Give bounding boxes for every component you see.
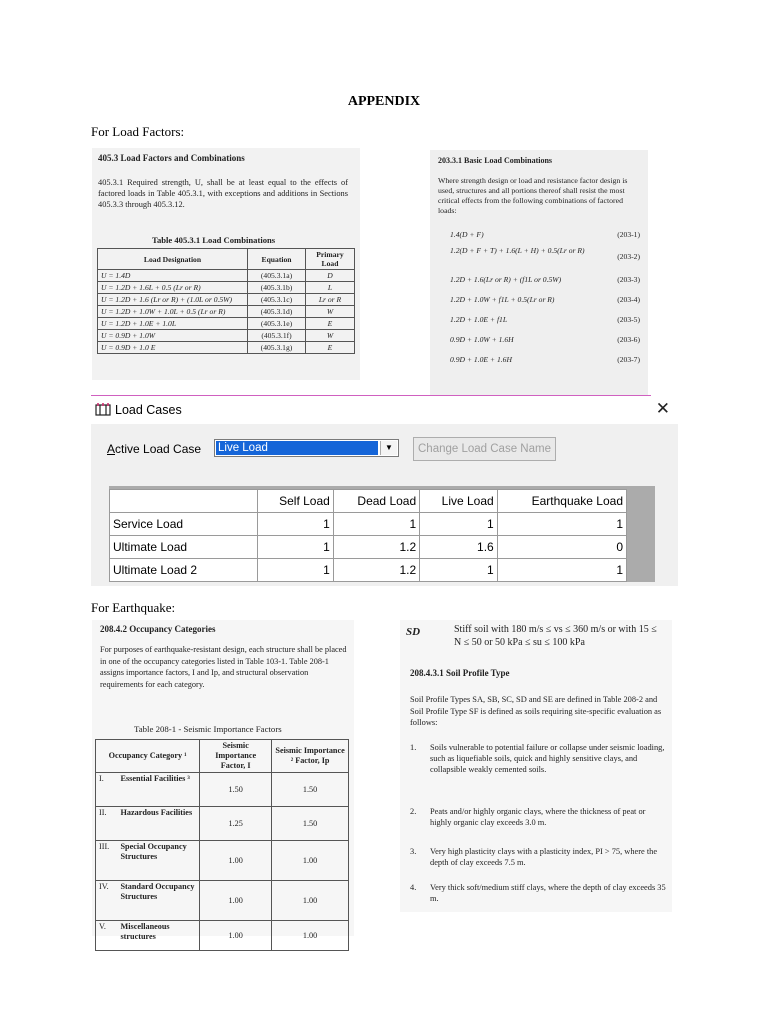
table-row (98, 342, 355, 354)
table-cell: (405.3.1d) (248, 306, 306, 318)
equation-number: (203-6) (617, 335, 640, 344)
table-cell: Lr or R (306, 294, 355, 306)
table-cell: U = 0.9D + 1.0 E (98, 342, 248, 354)
load-cases-grid[interactable] (109, 489, 627, 582)
table-cell: (405.3.1e) (248, 318, 306, 330)
load-combination (450, 315, 640, 324)
section-paragraph: Where strength design or load and resistance factor design is used, structures and all portions thereof shall resist the most critical effects from the following combinations of factored loads: (438, 176, 628, 215)
table-row (96, 773, 349, 807)
table-cell: IV. (96, 881, 118, 921)
change-load-case-name-button[interactable]: Change Load Case Name (413, 437, 556, 461)
row-header[interactable]: Ultimate Load 2 (110, 559, 258, 582)
table-cell: 1.00 (272, 841, 349, 881)
table-row (96, 841, 349, 881)
table-row (98, 306, 355, 318)
table-cell: III. (96, 841, 118, 881)
table-caption: Table 208-1 - Seismic Importance Factors (134, 724, 282, 734)
table-cell: 1.00 (272, 881, 349, 921)
selected-value: Live Load (216, 441, 378, 455)
table-cell: (405.3.1c) (248, 294, 306, 306)
section-paragraph: Soil Profile Types SA, SB, SC, SD and SE are defined in Table 208-2 and Soil Profile Type SF is defined as soils requiring site-specific evaluation as follows: (410, 695, 662, 727)
table-row (98, 294, 355, 306)
load-combination (450, 295, 640, 304)
table-cell: W (306, 306, 355, 318)
column-header: Primary Load (306, 249, 355, 270)
table-cell: Hazardous Facilities (118, 807, 200, 841)
table-row[interactable] (110, 559, 627, 582)
list-item (410, 882, 666, 904)
mnemonic-letter: A (107, 442, 116, 456)
page-title: APPENDIX (347, 94, 421, 109)
nscp-208-excerpt (92, 620, 354, 941)
table-cell: 1.50 (272, 773, 349, 807)
combination-equation: 1.2(D + F + T) + 1.6(L + H) + 0.5(Lr or R) (450, 246, 585, 255)
list-item (410, 806, 666, 828)
section-heading: 405.3 Load Factors and Combinations (98, 153, 245, 163)
table-row (96, 881, 349, 921)
table-caption: Table 405.3.1 Load Combinations (152, 235, 276, 245)
column-header[interactable]: Self Load (258, 490, 334, 513)
column-header: Equation (248, 249, 306, 270)
grid-cell[interactable]: 1 (333, 513, 419, 536)
table-cell: Essential Facilities ³ (118, 773, 200, 807)
load-combination (450, 355, 640, 364)
section-heading: 203.3.1 Basic Load Combinations (438, 156, 553, 165)
column-header: Occupancy Category ¹ (96, 740, 200, 773)
load-cases-dialog (91, 396, 678, 586)
grid-cell[interactable]: 0 (497, 536, 626, 559)
table-cell: V. (96, 921, 118, 951)
table-row (98, 270, 355, 282)
table-cell: 1.00 (200, 881, 272, 921)
table-cell: Miscellaneous structures (118, 921, 200, 951)
section-paragraph: For purposes of earthquake-resistant design, each structure shall be placed in one of the occupancy categories listed in Table 103-1. Table 208-1 assigns importance factors, I and Ip, and structural observation requirements for each category. (100, 645, 347, 689)
nscp-405-excerpt (92, 148, 360, 380)
table-cell: I. (96, 773, 118, 807)
column-header: Seismic Importance Factor, I (200, 740, 272, 773)
dialog-title: Load Cases (115, 403, 182, 417)
item-text: Very high plasticity clays with a plasticity index, PI > 75, where the depth of clay exceeds 7.5 m. (430, 847, 658, 868)
grid-cell[interactable]: 1.2 (333, 536, 419, 559)
grid-cell[interactable]: 1 (258, 536, 334, 559)
column-header[interactable]: Live Load (420, 490, 498, 513)
load-factors-label: For Load Factors: (91, 124, 185, 139)
table-cell: 1.50 (272, 807, 349, 841)
list-item (410, 846, 666, 868)
combination-equation: 1.2D + 1.6(Lr or R) + (f1L or 0.5W) (450, 275, 562, 284)
equation-number: (203-7) (617, 355, 640, 364)
table-row (98, 330, 355, 342)
table-cell: D (306, 270, 355, 282)
label-text: ctive Load Case (115, 442, 202, 456)
equation-number: (203-4) (617, 295, 640, 304)
table-row[interactable] (110, 513, 627, 536)
combination-equation: 0.9D + 1.0E + 1.6H (450, 355, 512, 364)
grid-cell[interactable]: 1 (420, 513, 498, 536)
grid-cell[interactable]: 1 (258, 559, 334, 582)
table-cell: (405.3.1b) (248, 282, 306, 294)
grid-cell[interactable]: 1.6 (420, 536, 498, 559)
dialog-body (91, 424, 678, 586)
item-text: Very thick soft/medium stiff clays, where the depth of clay exceeds 35 m. (430, 883, 666, 904)
load-cases-grid-container (109, 486, 655, 582)
table-cell: E (306, 318, 355, 330)
grid-cell[interactable]: 1 (497, 513, 626, 536)
dialog-titlebar[interactable] (91, 396, 678, 424)
grid-cell[interactable]: 1 (420, 559, 498, 582)
item-number: 2. (410, 807, 417, 816)
table-row (98, 318, 355, 330)
load-combination (450, 230, 640, 239)
load-combination (450, 275, 640, 284)
earthquake-label: For Earthquake: (91, 600, 176, 615)
load-combination (450, 246, 640, 261)
active-load-case-select[interactable] (214, 439, 399, 457)
section-heading: 208.4.3.1 Soil Profile Type (410, 668, 510, 678)
combination-equation: 1.2D + 1.0W + f1L + 0.5(Lr or R) (450, 295, 555, 304)
item-number: 4. (410, 883, 417, 892)
section-heading: 208.4.2 Occupancy Categories (100, 624, 216, 634)
combination-equation: 1.4(D + F) (450, 230, 484, 239)
seismic-importance-table (95, 739, 349, 951)
table-row[interactable] (110, 536, 627, 559)
list-item (410, 742, 666, 776)
table-cell: II. (96, 807, 118, 841)
table-row (98, 282, 355, 294)
table-cell: (405.3.1a) (248, 270, 306, 282)
table-row (96, 807, 349, 841)
table-cell: Standard Occupancy Structures (118, 881, 200, 921)
equation-number: (203-3) (617, 275, 640, 284)
table-cell: U = 1.2D + 1.0E + 1.0L (98, 318, 248, 330)
column-header[interactable]: Earthquake Load (497, 490, 626, 513)
combination-equation: 1.2D + 1.0E + f1L (450, 315, 508, 324)
table-cell: 1.00 (200, 921, 272, 951)
row-header[interactable]: Service Load (110, 513, 258, 536)
table-cell: (405.3.1f) (248, 330, 306, 342)
table-cell: U = 1.4D (98, 270, 248, 282)
soil-type-symbol: SD (406, 626, 421, 638)
table-cell: 1.00 (200, 841, 272, 881)
grid-cell[interactable]: 1 (258, 513, 334, 536)
load-combination (450, 335, 640, 344)
equation-number: (203-2) (617, 252, 640, 261)
table-cell: 1.00 (272, 921, 349, 951)
row-header[interactable]: Ultimate Load (110, 536, 258, 559)
table-cell: (405.3.1g) (248, 342, 306, 354)
table-cell: L (306, 282, 355, 294)
grid-cell[interactable]: 1 (497, 559, 626, 582)
grid-corner (110, 490, 258, 513)
chevron-down-icon[interactable]: ▼ (380, 441, 397, 455)
column-header: Load Designation (98, 249, 248, 270)
equation-number: (203-5) (617, 315, 640, 324)
item-text: Peats and/or highly organic clays, where the thickness of peat or highly organic clay exceeds 3.0 m. (430, 807, 646, 828)
item-number: 3. (410, 847, 417, 856)
table-cell: W (306, 330, 355, 342)
close-icon[interactable]: ✕ (655, 399, 670, 418)
combination-equation: 0.9D + 1.0W + 1.6H (450, 335, 514, 344)
active-load-case-label (107, 442, 201, 456)
table-cell: U = 0.9D + 1.0W (98, 330, 248, 342)
table-cell: 1.25 (200, 807, 272, 841)
table-cell: Special Occupancy Structures (118, 841, 200, 881)
table-cell: U = 1.2D + 1.6 (Lr or R) + (1.0L or 0.5W) (98, 294, 248, 306)
soil-type-definition: Stiff soil with 180 m/s ≤ vs ≤ 360 m/s or with 15 ≤ N ≤ 50 or 50 kPa ≤ su ≤ 100 kPa (454, 624, 657, 648)
equation-number: (203-1) (617, 230, 640, 239)
load-combinations-table (97, 248, 355, 354)
table-row (96, 921, 349, 951)
table-cell: U = 1.2D + 1.6L + 0.5 (Lr or R) (98, 282, 248, 294)
nscp-203-excerpt (430, 150, 648, 396)
table-cell: 1.50 (200, 773, 272, 807)
table-cell: E (306, 342, 355, 354)
column-header: Seismic Importance ² Factor, Ip (272, 740, 349, 773)
grid-cell[interactable]: 1.2 (333, 559, 419, 582)
section-paragraph: 405.3.1 Required strength, U, shall be at least equal to the effects of factored loads in Table 405.3.1, with exceptions and additions in Sections 405.3.3 through 405.3.12. (98, 178, 348, 209)
table-cell: U = 1.2D + 1.0W + 1.0L + 0.5 (Lr or R) (98, 306, 248, 318)
load-cases-app-icon (95, 402, 111, 416)
column-header[interactable]: Dead Load (333, 490, 419, 513)
item-text: Soils vulnerable to potential failure or collapse under seismic loading, such as liquefiable soils, quick and highly sensitive clays, and collapsible weakly cemented soils. (430, 743, 665, 775)
item-number: 1. (410, 743, 417, 752)
soil-profile-excerpt (400, 620, 672, 912)
